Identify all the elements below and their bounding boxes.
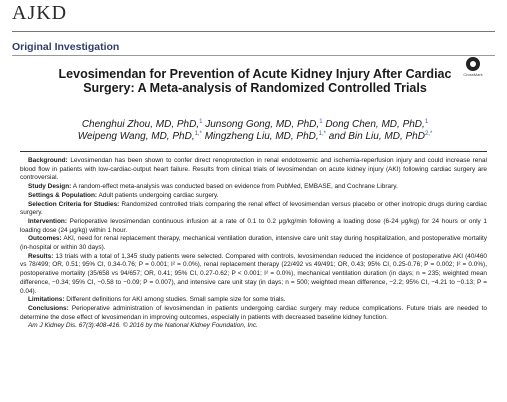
abstract-label: Intervention: bbox=[28, 217, 67, 225]
author-affiliation[interactable]: 1,* bbox=[318, 131, 327, 137]
section-rule bbox=[12, 55, 495, 56]
citation: Am J Kidney Dis. 67(3):408-416. © 2016 by the National Kidney Foundation, Inc. bbox=[28, 322, 258, 330]
abstract-label: Background: bbox=[28, 157, 68, 164]
abstract-settings bbox=[20, 192, 487, 201]
abstract-text: Perioperative levosimendan continuous infusion at a rate of 0.1 to 0.2 μg/kg/min following a loading dose (6-24 μg/kg) for 24 hours or only 1 loading dose (24 μg/kg) within 1 hour. bbox=[20, 217, 487, 234]
abstract-outcomes bbox=[20, 235, 487, 252]
abstract-results bbox=[20, 253, 487, 297]
abstract-text: Different definitions for AKI among studies. Small sample size for some trials. bbox=[66, 296, 286, 304]
abstract-text: Perioperative administration of levosimendan in patients undergoing cardiac surgery may reduce complications. Future trials are needed to determine the dose effect of levosimendan in improving outcomes, especially in patients with decreased baseline kidney function. bbox=[20, 304, 488, 321]
author-name: Weipeng Wang, MD, PhD, bbox=[77, 131, 195, 142]
abstract-conclusions bbox=[20, 305, 487, 322]
author-affiliation[interactable]: 1 bbox=[199, 119, 203, 125]
abstract-label: Study Design: bbox=[28, 183, 72, 191]
author-name: Junsong Gong, MD, PhD, bbox=[205, 119, 320, 130]
author-line bbox=[20, 131, 490, 143]
abstract-label: Conclusions: bbox=[28, 304, 69, 312]
section-label: Original Investigation bbox=[12, 41, 120, 53]
abstract-selection-criteria bbox=[20, 201, 487, 218]
abstract-intervention bbox=[20, 218, 487, 235]
crossmark-label: CrossMark bbox=[463, 72, 483, 77]
abstract-text: Adult patients undergoing cardiac surgery. bbox=[98, 191, 219, 199]
author-affiliation[interactable]: 1,* bbox=[194, 131, 202, 137]
abstract-background bbox=[20, 157, 487, 183]
abstract-label: Selection Criteria for Studies: bbox=[28, 200, 120, 208]
author-name: Dong Chen, MD, PhD, bbox=[325, 119, 425, 130]
abstract-label: Limitations: bbox=[28, 296, 65, 304]
abstract-label: Outcomes: bbox=[28, 235, 62, 243]
abstract-rule bbox=[20, 151, 487, 152]
abstract-text: AKI, need for renal replacement therapy, mechanical ventilation duration, intensive care unit stay during hospitalization, and postoperative mortality (in-hospital or within 30 days). bbox=[20, 235, 487, 252]
header-rule bbox=[12, 31, 495, 32]
abstract-text: Levosimendan has been shown to confer direct renoprotection in renal endotoxemic and ischemia-reperfusion injury and could increase renal blood flow in patients with low-cardiac-output heart failure. Results from clinical trials of levosimendan on acute kidney injury (AKI) following cardiac surgery are controversial. bbox=[20, 157, 487, 182]
author-name: Mingzheng Liu, MD, PhD, bbox=[204, 131, 319, 142]
author-line bbox=[20, 119, 490, 131]
journal-name: AJKD bbox=[12, 2, 68, 24]
abstract-study-design bbox=[20, 183, 487, 192]
abstract bbox=[20, 157, 487, 331]
author-name: Chenghui Zhou, MD, PhD, bbox=[81, 119, 200, 130]
abstract-text: 13 trials with a total of 1,345 study patients were selected. Compared with controls, levosimendan reduced the incidence of postoperative AKI (40/460 vs 78/499; OR, 0.51; 95% CI, 0.34-0.76; P = 0.001; I² = 0.0%), renal replacement therapy (22/492 vs 49/491; OR, 0.43; 95% CI, 0.25-0.76; P = 0.002; I² = 0.0%), postoperative mortality (35/658 vs 94/657; OR, 0.41; 95% CI, 0.27-0.62; P < 0.001; I² = 0.0%), mechanical ventilation duration (in days; n = 235; weighted mean difference, −0.34; 95% CI, −0.58 to −0.09; P = 0.007), and intensive care unit stay (in days; n = 500; weighted mean difference, −2.2; 95% CI, −4.21 to −0.13; P = 0.04). bbox=[20, 252, 487, 295]
abstract-citation bbox=[20, 322, 487, 331]
author-affiliation[interactable]: 1 bbox=[319, 119, 323, 125]
author-name: and Bin Liu, MD, PhD bbox=[328, 131, 425, 142]
abstract-limitations bbox=[20, 296, 487, 305]
abstract-label: Settings & Population: bbox=[28, 191, 98, 199]
abstract-text: Randomized controlled trials comparing the renal effect of levosimendan versus placebo or other inotropic drugs during cardiac surgery. bbox=[20, 200, 487, 217]
author-affiliation[interactable]: 1 bbox=[424, 119, 429, 125]
author-list bbox=[20, 119, 490, 143]
abstract-text: A random-effect meta-analysis was conducted based on evidence from PubMed, EMBASE, and Cochrane Library. bbox=[72, 183, 398, 191]
author-affiliation[interactable]: 2,* bbox=[424, 131, 433, 137]
abstract-label: Results: bbox=[28, 252, 54, 260]
article-title: Levosimendan for Prevention of Acute Kidney Injury After Cardiac Surgery: A Meta-analysis of Randomized Controlled Trials bbox=[58, 67, 452, 95]
